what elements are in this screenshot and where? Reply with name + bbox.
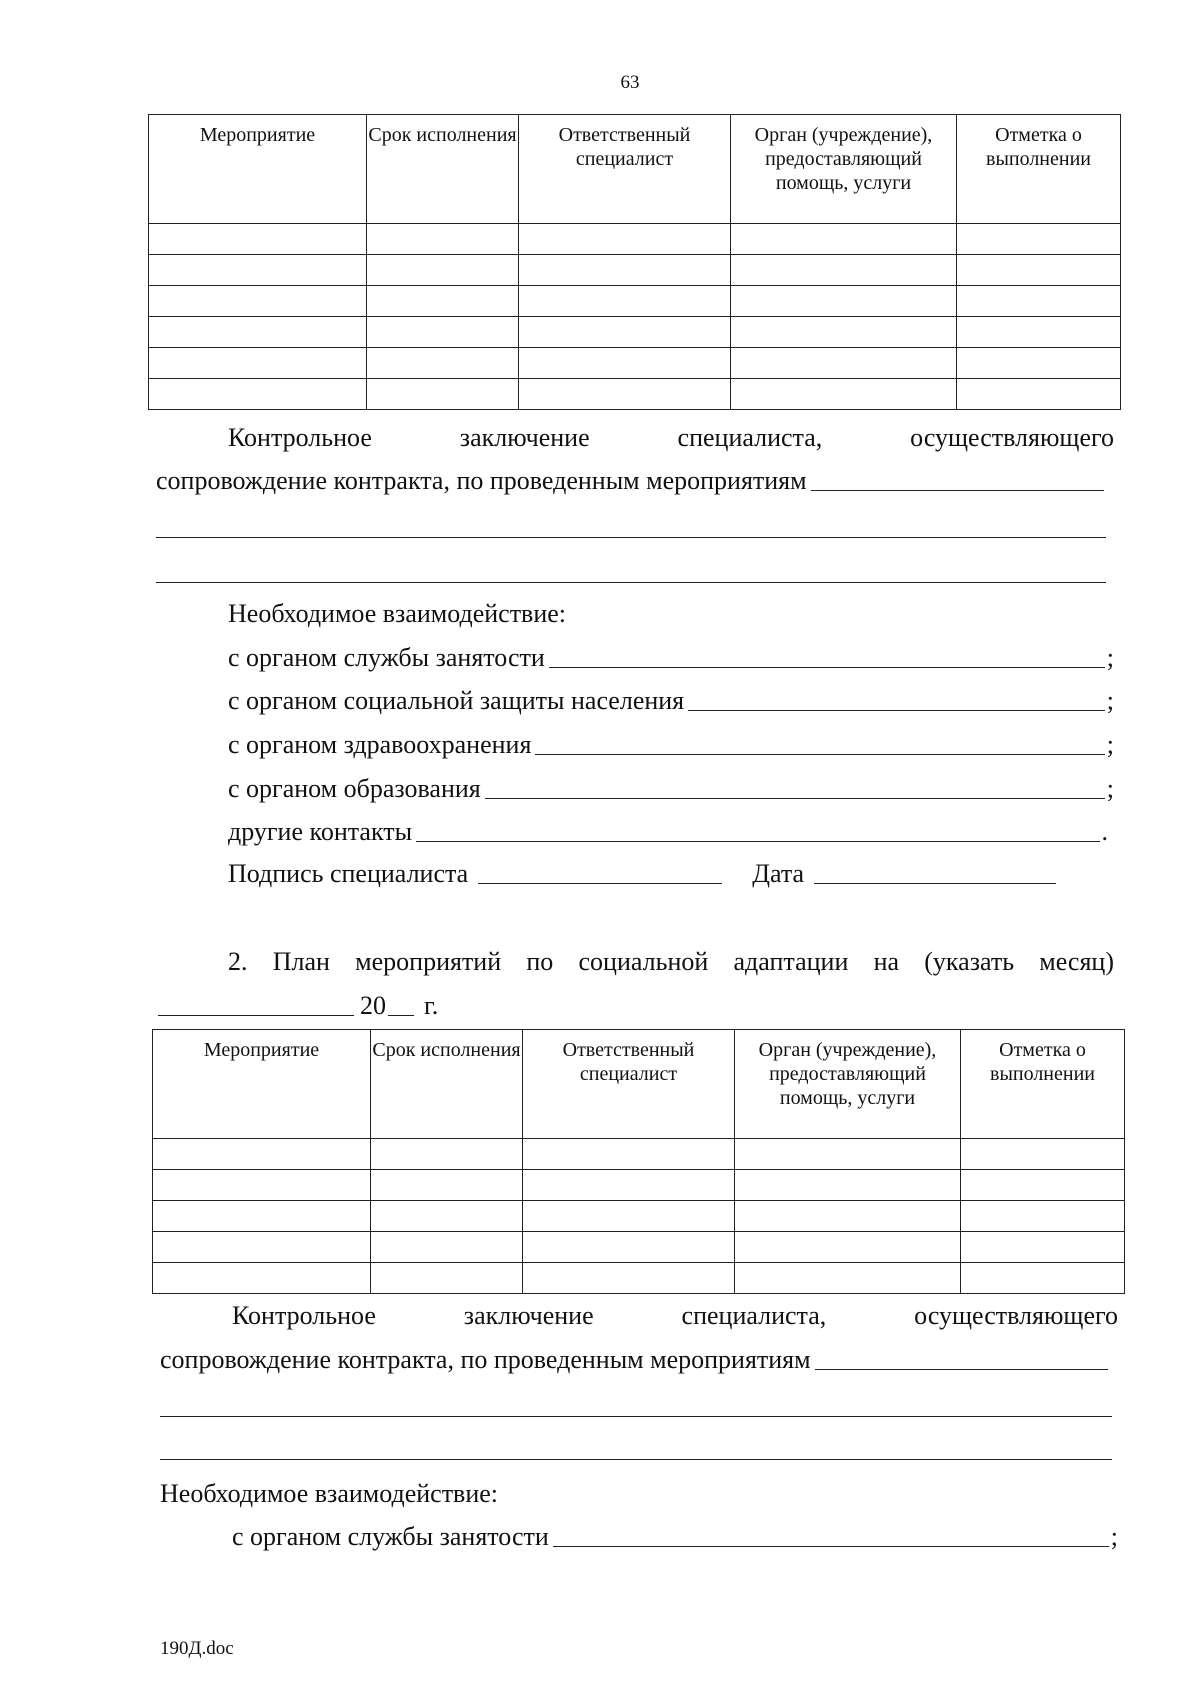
table-row <box>149 348 1121 379</box>
table-cell[interactable] <box>731 317 957 348</box>
word: Контрольное <box>232 1301 376 1330</box>
word: специалиста, <box>677 423 823 452</box>
section2-heading <box>228 946 1114 978</box>
table-cell[interactable] <box>519 255 731 286</box>
table-cell[interactable] <box>523 1139 735 1170</box>
conclusion-rule-1[interactable] <box>160 1416 1112 1417</box>
table-cell[interactable] <box>735 1263 961 1294</box>
conclusion-rule-2[interactable] <box>156 582 1106 583</box>
item-end: ; <box>1106 730 1114 759</box>
conclusion-line-1 <box>232 1300 1118 1332</box>
table-cell[interactable] <box>961 1201 1125 1232</box>
word: заключение <box>459 423 590 452</box>
table-cell[interactable] <box>153 1201 371 1232</box>
item-label: с органом образования <box>228 774 481 803</box>
word: по <box>526 947 554 976</box>
activities-table-2 <box>152 1029 1125 1294</box>
table-cell[interactable] <box>153 1232 371 1263</box>
word: социальной <box>578 947 709 976</box>
interaction-item-employment <box>228 642 1114 674</box>
table-cell[interactable] <box>731 348 957 379</box>
table-cell[interactable] <box>371 1263 523 1294</box>
interaction-item-other <box>228 816 1108 848</box>
table-row <box>153 1201 1125 1232</box>
word: План <box>272 947 330 976</box>
interaction-title: Необходимое взаимодействие: <box>228 599 567 628</box>
item-blank[interactable] <box>416 840 1099 842</box>
table-cell[interactable] <box>957 286 1121 317</box>
word: специалиста, <box>681 1301 827 1330</box>
conclusion-blank[interactable] <box>811 489 1104 491</box>
table-cell[interactable] <box>519 317 731 348</box>
table-cell[interactable] <box>371 1232 523 1263</box>
word: Контрольное <box>228 423 372 452</box>
header-responsible: Ответственный специалист <box>519 115 731 224</box>
header-activity: Мероприятие <box>149 115 367 224</box>
word: 2. <box>228 947 248 976</box>
table-cell[interactable] <box>519 379 731 410</box>
table-cell[interactable] <box>149 255 367 286</box>
header-organ: Орган (учреждение), предоставляющий помощь, услуги <box>735 1030 961 1139</box>
table-cell[interactable] <box>149 317 367 348</box>
item-end: ; <box>1106 643 1114 672</box>
table-cell[interactable] <box>961 1232 1125 1263</box>
item-label: другие контакты <box>228 817 413 846</box>
header-deadline: Срок исполнения <box>367 115 519 224</box>
table-cell[interactable] <box>367 348 519 379</box>
item-end: ; <box>1110 1522 1118 1551</box>
header-responsible: Ответственный специалист <box>523 1030 735 1139</box>
table-cell[interactable] <box>367 317 519 348</box>
table-cell[interactable] <box>735 1170 961 1201</box>
item-blank[interactable] <box>549 666 1105 668</box>
header-activity: Мероприятие <box>153 1030 371 1139</box>
page-number: 63 <box>620 72 640 93</box>
table-cell[interactable] <box>961 1263 1125 1294</box>
table-cell[interactable] <box>149 224 367 255</box>
table-cell[interactable] <box>371 1201 523 1232</box>
interaction-item-social <box>228 685 1114 717</box>
table-cell[interactable] <box>519 224 731 255</box>
interaction-item-health <box>228 729 1114 761</box>
activities-table-1 <box>148 114 1121 410</box>
table-cell[interactable] <box>731 379 957 410</box>
table-cell[interactable] <box>731 224 957 255</box>
word: заключение <box>463 1301 594 1330</box>
table-cell[interactable] <box>523 1232 735 1263</box>
footer-filename: 190Д.doc <box>160 1638 234 1659</box>
interaction-item-education <box>228 773 1114 805</box>
table-cell[interactable] <box>153 1139 371 1170</box>
table-cell[interactable] <box>523 1263 735 1294</box>
item-label: с органом социальной защиты населения <box>228 686 685 715</box>
table-row <box>149 286 1121 317</box>
month-field[interactable] <box>158 1014 354 1016</box>
word: адаптации <box>733 947 849 976</box>
signature-label: Подпись специалиста <box>228 859 469 888</box>
header-status: Отметка о выполнении <box>957 115 1121 224</box>
table-cell[interactable] <box>153 1170 371 1201</box>
table-cell[interactable] <box>519 348 731 379</box>
table-cell[interactable] <box>371 1170 523 1201</box>
item-label: с органом службы занятости <box>228 643 545 672</box>
interaction-title: Необходимое взаимодействие: <box>160 1479 499 1508</box>
year-prefix: 20 <box>360 991 386 1020</box>
item-end: ; <box>1106 774 1114 803</box>
table-cell[interactable] <box>731 286 957 317</box>
header-deadline: Срок исполнения <box>371 1030 523 1139</box>
table-cell[interactable] <box>731 255 957 286</box>
date-label: Дата <box>752 859 805 888</box>
table-row <box>153 1170 1125 1201</box>
table-cell[interactable] <box>957 255 1121 286</box>
header-organ: Орган (учреждение), предоставляющий помощь, услуги <box>731 115 957 224</box>
year-field[interactable] <box>388 1014 414 1016</box>
conclusion-line-2 <box>160 1344 1110 1376</box>
item-blank[interactable] <box>535 753 1104 755</box>
table-cell[interactable] <box>519 286 731 317</box>
item-blank[interactable] <box>553 1545 1109 1547</box>
table-row <box>149 379 1121 410</box>
table-cell[interactable] <box>957 379 1121 410</box>
word: осуществляющего <box>914 1301 1118 1330</box>
word: месяц) <box>1039 947 1114 976</box>
table-cell[interactable] <box>735 1232 961 1263</box>
table-cell[interactable] <box>371 1139 523 1170</box>
table-cell[interactable] <box>367 286 519 317</box>
table-row <box>153 1232 1125 1263</box>
conclusion-rule-1[interactable] <box>156 537 1106 538</box>
conclusion-line-1 <box>228 422 1114 454</box>
table-header-row <box>149 115 1121 224</box>
section2-period <box>158 990 438 1022</box>
table-row <box>149 255 1121 286</box>
item-end: . <box>1101 817 1108 846</box>
word: осуществляющего <box>910 423 1114 452</box>
table-row <box>153 1139 1125 1170</box>
table-cell[interactable] <box>367 224 519 255</box>
table-cell[interactable] <box>961 1170 1125 1201</box>
table-cell[interactable] <box>367 255 519 286</box>
signature-field[interactable] <box>478 882 722 884</box>
year-suffix: г. <box>424 991 439 1020</box>
table-cell[interactable] <box>523 1170 735 1201</box>
word: мероприятий <box>355 947 502 976</box>
table-row <box>149 224 1121 255</box>
conclusion-rule-2[interactable] <box>160 1459 1112 1460</box>
table-cell[interactable] <box>957 348 1121 379</box>
word: на <box>873 947 900 976</box>
item-label: с органом службы занятости <box>232 1522 549 1551</box>
table-cell[interactable] <box>523 1201 735 1232</box>
item-blank[interactable] <box>485 797 1105 799</box>
table-cell[interactable] <box>367 379 519 410</box>
item-blank[interactable] <box>688 709 1105 711</box>
word: (указать <box>924 947 1015 976</box>
table-cell[interactable] <box>149 286 367 317</box>
table-cell[interactable] <box>149 379 367 410</box>
date-field[interactable] <box>814 882 1056 884</box>
conclusion-text: сопровождение контракта, по проведенным мероприятиям <box>160 1345 811 1374</box>
table-cell[interactable] <box>957 317 1121 348</box>
signature-row <box>228 858 1098 890</box>
conclusion-blank[interactable] <box>815 1368 1108 1370</box>
header-status: Отметка о выполнении <box>961 1030 1125 1139</box>
table-row <box>153 1263 1125 1294</box>
table-cell[interactable] <box>957 224 1121 255</box>
item-label: с органом здравоохранения <box>228 730 532 759</box>
table-cell[interactable] <box>961 1139 1125 1170</box>
table-cell[interactable] <box>735 1139 961 1170</box>
table-cell[interactable] <box>153 1263 371 1294</box>
table-cell[interactable] <box>735 1201 961 1232</box>
table-header-row <box>153 1030 1125 1139</box>
item-end: ; <box>1106 686 1114 715</box>
interaction-item-employment <box>232 1521 1118 1553</box>
table-row <box>149 317 1121 348</box>
conclusion-text: сопровождение контракта, по проведенным мероприятиям <box>156 466 807 495</box>
table-cell[interactable] <box>149 348 367 379</box>
conclusion-line-2 <box>156 465 1106 497</box>
